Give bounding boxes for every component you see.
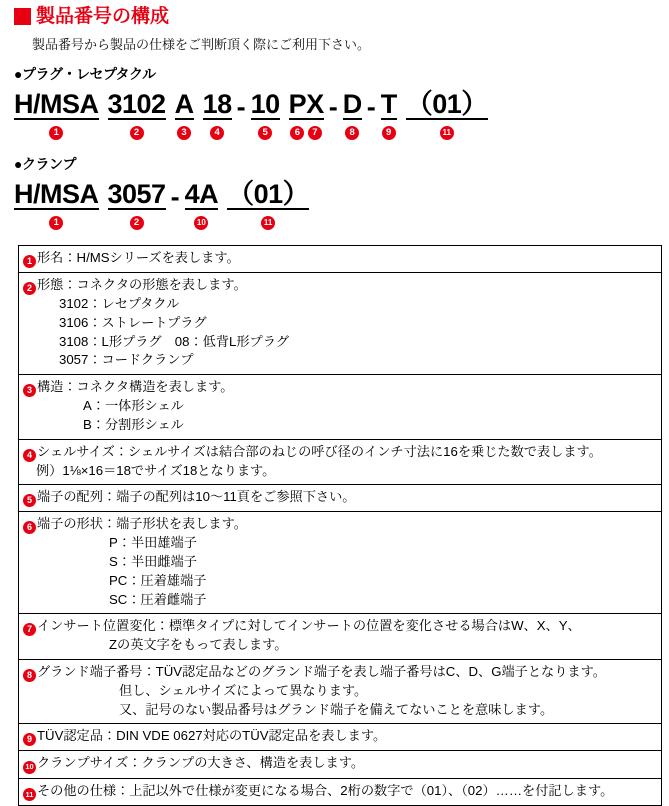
spec-line-text: シェルサイズ：シェルサイズは結合部のねじの呼び径のインチ寸法に16を乗じた数で表します。 (37, 443, 602, 459)
spec-line-text: S：半田雌端子 (109, 554, 197, 570)
spec-detail-line (23, 416, 661, 435)
spec-row-8 (19, 660, 661, 724)
spec-heading-line (23, 249, 661, 268)
spec-heading-line (23, 727, 661, 746)
spec-detail-line (23, 572, 661, 591)
partnumber-badge-slot (382, 123, 396, 143)
partnumber-code: H/MSA (14, 89, 99, 119)
partnumber-code: D (342, 89, 362, 119)
spec-heading-line (23, 276, 661, 295)
partnumber-token-10 (185, 180, 219, 233)
partnumber-token-2 (108, 180, 166, 233)
index-badge-11: 11 (261, 216, 275, 230)
partnumber-code: 4A (184, 179, 219, 210)
spec-detail-line (23, 351, 661, 370)
spec-line-text: 又、記号のない製品番号はグランド端子を備えてないことを意味します。 (119, 701, 554, 717)
partnumber-token-6 (289, 90, 307, 143)
index-badge-3: 3 (23, 384, 36, 397)
spec-detail-line (23, 682, 661, 701)
partnumber-plug-receptacle (14, 90, 669, 143)
spec-detail-line (23, 701, 661, 720)
index-badge-1: 1 (49, 216, 63, 230)
spec-row-5 (19, 485, 661, 512)
spec-line-text: 3057：コードクランプ (59, 352, 194, 368)
partnumber-code: P (288, 89, 307, 119)
partnumber-badge-slot (49, 213, 63, 233)
spec-line-text: 形名：H/MSシリーズを表します。 (37, 250, 240, 266)
spec-heading-line (23, 663, 661, 682)
partnumber-badge-slot (194, 213, 208, 233)
partnumber-token-1 (14, 90, 99, 143)
partnumber-token-7 (306, 90, 324, 143)
spec-detail-line (23, 591, 661, 610)
index-badge-4: 4 (23, 449, 36, 462)
index-badge-6: 6 (290, 126, 304, 140)
partnumber-separator: - (170, 182, 180, 213)
spec-line-text: 但し、シェルサイズによって異なります。 (119, 682, 368, 698)
partnumber-token-11 (406, 90, 488, 143)
spec-line-text: 構造：コネクタ構造を表します。 (37, 379, 234, 395)
spec-detail-line (23, 295, 661, 314)
partnumber-code: 18 (202, 89, 232, 119)
partnumber-separator: - (328, 92, 338, 122)
partnumber-badge-slot (130, 213, 144, 233)
section-label-text: クランプ (21, 156, 76, 173)
spec-heading-line (23, 488, 661, 507)
index-badge-1: 1 (49, 126, 63, 140)
partnumber-token-2 (108, 90, 166, 143)
bullet-icon: ● (14, 156, 22, 173)
index-badge-2: 2 (130, 126, 144, 140)
index-badge-10: 10 (194, 216, 208, 230)
spec-row-4 (19, 440, 661, 486)
spec-line-text: グランド端子番号：TÜV認定品などのグランド端子を表し端子番号はC、D、G端子となります。 (37, 663, 606, 679)
spec-line-text: 例）1⅛×16＝18でサイズ18となります。 (36, 462, 276, 478)
partnumber-code: X (306, 89, 324, 119)
spec-heading-line (23, 515, 661, 534)
partnumber-code: （01） (405, 89, 488, 119)
page-title: 製品番号の構成 (36, 6, 170, 27)
index-badge-9: 9 (23, 733, 36, 746)
partnumber-token-3 (175, 90, 194, 143)
spec-line-text: P：半田雄端子 (109, 535, 197, 551)
section-label-clamp (14, 154, 669, 174)
spec-line-text: A：一体形シェル (83, 398, 184, 414)
spec-line-text: B：分割形シェル (83, 416, 184, 432)
spec-line-text: 3108：L形プラグ 08：低背L形プラグ (59, 333, 290, 349)
spec-row-7 (19, 614, 661, 660)
spec-detail-line (23, 553, 661, 572)
index-badge-7: 7 (308, 126, 322, 140)
partnumber-badge-slot (290, 123, 304, 143)
partnumber-badge-slot (210, 123, 224, 143)
spec-table (18, 245, 662, 806)
spec-heading-line (23, 782, 661, 801)
spec-line-text: PC：圧着雄端子 (109, 572, 207, 588)
spec-heading-line (23, 378, 661, 397)
index-badge-10: 10 (23, 761, 36, 774)
spec-heading-line (23, 617, 661, 636)
section-label-text: プラグ・レセプタクル (21, 66, 156, 82)
spec-heading-line (23, 443, 661, 462)
spec-line-text: TÜV認定品：DIN VDE 0627対応のTÜV認定品を表します。 (37, 728, 387, 744)
spec-line-text: 端子の形状：端子形状を表します。 (37, 516, 247, 532)
spec-detail-line (23, 636, 661, 655)
index-badge-11: 11 (23, 788, 36, 801)
partnumber-badge-slot (49, 123, 63, 143)
partnumber-token-8 (343, 90, 362, 143)
index-badge-6: 6 (23, 521, 36, 534)
partnumber-code: （01） (227, 179, 310, 210)
spec-row-11 (19, 779, 661, 805)
partnumber-badge-slot (440, 123, 454, 143)
index-badge-5: 5 (23, 494, 36, 507)
index-badge-7: 7 (23, 623, 36, 636)
spec-line-text: SC：圧着雌端子 (109, 591, 207, 607)
spec-row-6 (19, 512, 661, 614)
index-badge-5: 5 (258, 126, 272, 140)
lead-text: 製品番号から製品の仕様をご判断頂く際にご利用下さい。 (32, 37, 371, 52)
spec-line-text: Zの英文字をもって表します。 (109, 637, 288, 653)
spec-line-text: その他の仕様：上記以外で仕様が変更になる場合、2桁の数字で（01）、（02）……を付記します。 (37, 782, 614, 798)
spec-row-10 (19, 751, 661, 778)
partnumber-clamp (14, 180, 669, 233)
spec-detail-line (23, 534, 661, 553)
partnumber-diagrams (0, 64, 669, 233)
index-badge-2: 2 (23, 282, 36, 295)
spec-detail-line (23, 397, 661, 416)
spec-detail-line (23, 314, 661, 333)
bullet-icon: ● (14, 66, 22, 82)
partnumber-badge-slot (345, 123, 359, 143)
spec-line-text: 形態：コネクタの形態を表します。 (37, 277, 247, 293)
index-badge-11: 11 (440, 126, 454, 140)
spec-line-text: 3102：レセプタクル (59, 296, 180, 312)
partnumber-separator: - (236, 92, 246, 122)
partnumber-token-9 (381, 90, 397, 143)
section-label-plug-receptacle (14, 64, 669, 84)
spec-row-3 (19, 375, 661, 439)
index-badge-3: 3 (177, 126, 191, 140)
index-badge-9: 9 (382, 126, 396, 140)
partnumber-badge-slot (177, 123, 191, 143)
partnumber-token-1 (14, 180, 99, 233)
partnumber-badge-slot (130, 123, 144, 143)
spec-line-text: インサート位置変化：標準タイプに対してインサートの位置を変化させる場合はW、X、Y、 (37, 618, 581, 634)
partnumber-badge-slot (308, 123, 322, 143)
index-badge-8: 8 (23, 669, 36, 682)
spec-line-text: 3106：ストレートプラグ (59, 314, 207, 330)
partnumber-token-5 (251, 90, 280, 143)
partnumber-badge-slot (261, 213, 275, 233)
spec-line-text: クランプサイズ：クランプの大きさ、構造を表します。 (37, 755, 365, 771)
partnumber-token-4 (203, 90, 232, 143)
partnumber-code: A (174, 89, 194, 119)
partnumber-code: 10 (250, 89, 280, 119)
partnumber-token-11 (227, 180, 309, 233)
partnumber-code: 3057 (107, 179, 166, 210)
partnumber-code: 3102 (107, 89, 166, 119)
spec-row-1 (19, 246, 661, 273)
partnumber-separator: - (366, 92, 376, 122)
spec-line-text: 端子の配列：端子の配列は10〜11頁をご参照下さい。 (37, 489, 356, 505)
partnumber-code: H/MSA (14, 179, 99, 210)
spec-row-2 (19, 273, 661, 375)
index-badge-8: 8 (345, 126, 359, 140)
index-badge-4: 4 (210, 126, 224, 140)
spec-detail-line (23, 462, 661, 481)
index-badge-1: 1 (23, 255, 36, 268)
partnumber-code: T (380, 89, 397, 119)
spec-detail-line (23, 333, 661, 352)
partnumber-badge-slot (258, 123, 272, 143)
red-square-marker (14, 8, 31, 25)
index-badge-2: 2 (130, 216, 144, 230)
spec-row-9 (19, 724, 661, 751)
page-header (14, 7, 669, 26)
